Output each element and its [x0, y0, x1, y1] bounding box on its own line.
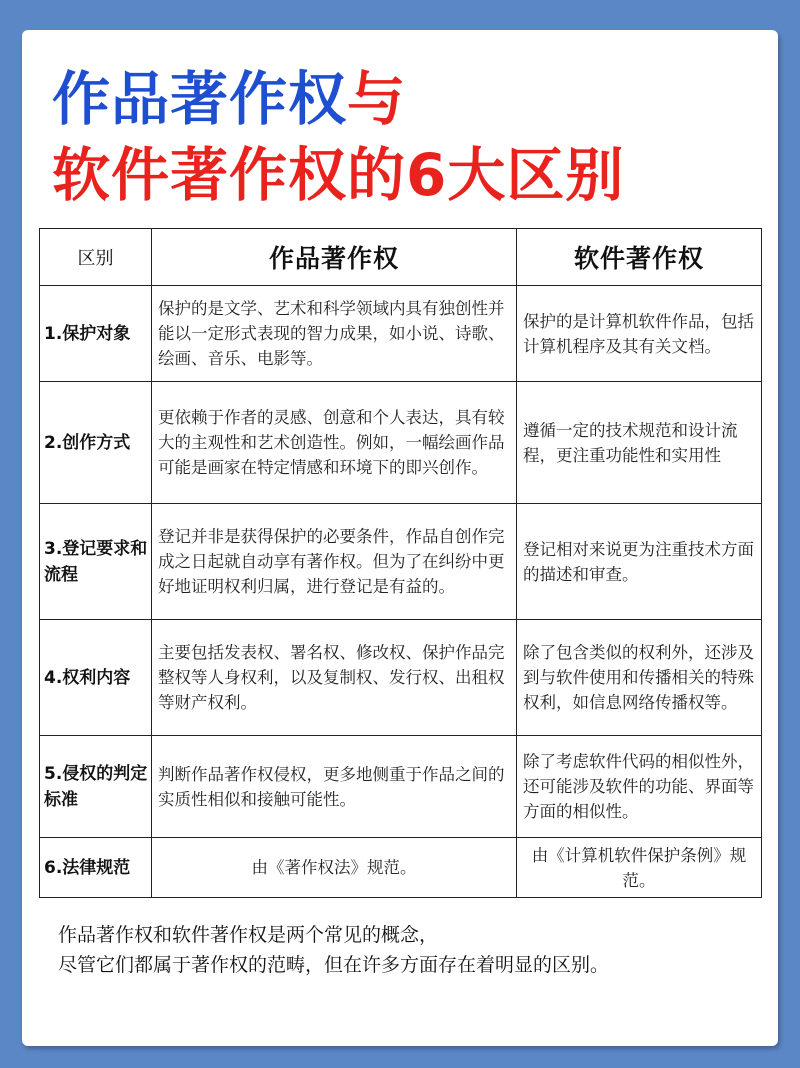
title-line-1: [52, 64, 406, 134]
table-row: [40, 838, 762, 898]
table-row: [40, 504, 762, 620]
work-cell: 判断作品著作权侵权，更多地侧重于作品之间的实质性相似和接触可能性。: [152, 736, 517, 838]
table-row: [40, 382, 762, 504]
table-header-row: [40, 229, 762, 286]
row-label: 6.法律规范: [40, 838, 152, 898]
work-cell: 保护的是文学、艺术和科学领域内具有独创性并能以一定形式表现的智力成果，如小说、诗歌、绘画、音乐、电影等。: [152, 286, 517, 382]
software-cell: 由《计算机软件保护条例》规范。: [517, 838, 762, 898]
header-difference: 区别: [40, 229, 152, 286]
footer-summary: [58, 920, 758, 980]
work-cell: 登记并非是获得保护的必要条件，作品自创作完成之日起就自动享有著作权。但为了在纠纷中更好地证明权利归属，进行登记是有益的。: [152, 504, 517, 620]
software-cell: 保护的是计算机软件作品，包括计算机程序及其有关文档。: [517, 286, 762, 382]
table-row: [40, 736, 762, 838]
work-cell: 主要包括发表权、署名权、修改权、保护作品完整权等人身权利，以及复制权、发行权、出租权等财产权利。: [152, 620, 517, 736]
title-line-2: 软件著作权的6大区别: [52, 141, 625, 209]
row-label: 4.权利内容: [40, 620, 152, 736]
software-cell: 遵循一定的技术规范和设计流程，更注重功能性和实用性: [517, 382, 762, 504]
work-cell: 由《著作权法》规范。: [152, 838, 517, 898]
header-work-copyright: 作品著作权: [152, 229, 517, 286]
title-work-copyright: 作品著作权: [52, 65, 348, 133]
footer-line-1: 作品著作权和软件著作权是两个常见的概念，: [58, 924, 439, 946]
software-cell: 除了包含类似的权利外，还涉及到与软件使用和传播相关的特殊权利，如信息网络传播权等。: [517, 620, 762, 736]
footer-line-2: 尽管它们都属于著作权的范畴，但在许多方面存在着明显的区别。: [58, 954, 610, 976]
table-row: [40, 620, 762, 736]
comparison-table: [39, 228, 762, 898]
work-cell: 更依赖于作者的灵感、创意和个人表达，具有较大的主观性和艺术创造性。例如，一幅绘画作品可能是画家在特定情感和环境下的即兴创作。: [152, 382, 517, 504]
table-row: [40, 286, 762, 382]
row-label: 5.侵权的判定标准: [40, 736, 152, 838]
title-and: 与: [347, 65, 407, 133]
row-label: 2.创作方式: [40, 382, 152, 504]
row-label: 3.登记要求和流程: [40, 504, 152, 620]
software-cell: 除了考虑软件代码的相似性外，还可能涉及软件的功能、界面等方面的相似性。: [517, 736, 762, 838]
header-software-copyright: 软件著作权: [517, 229, 762, 286]
software-cell: 登记相对来说更为注重技术方面的描述和审查。: [517, 504, 762, 620]
row-label: 1.保护对象: [40, 286, 152, 382]
content-card: [22, 30, 778, 1046]
